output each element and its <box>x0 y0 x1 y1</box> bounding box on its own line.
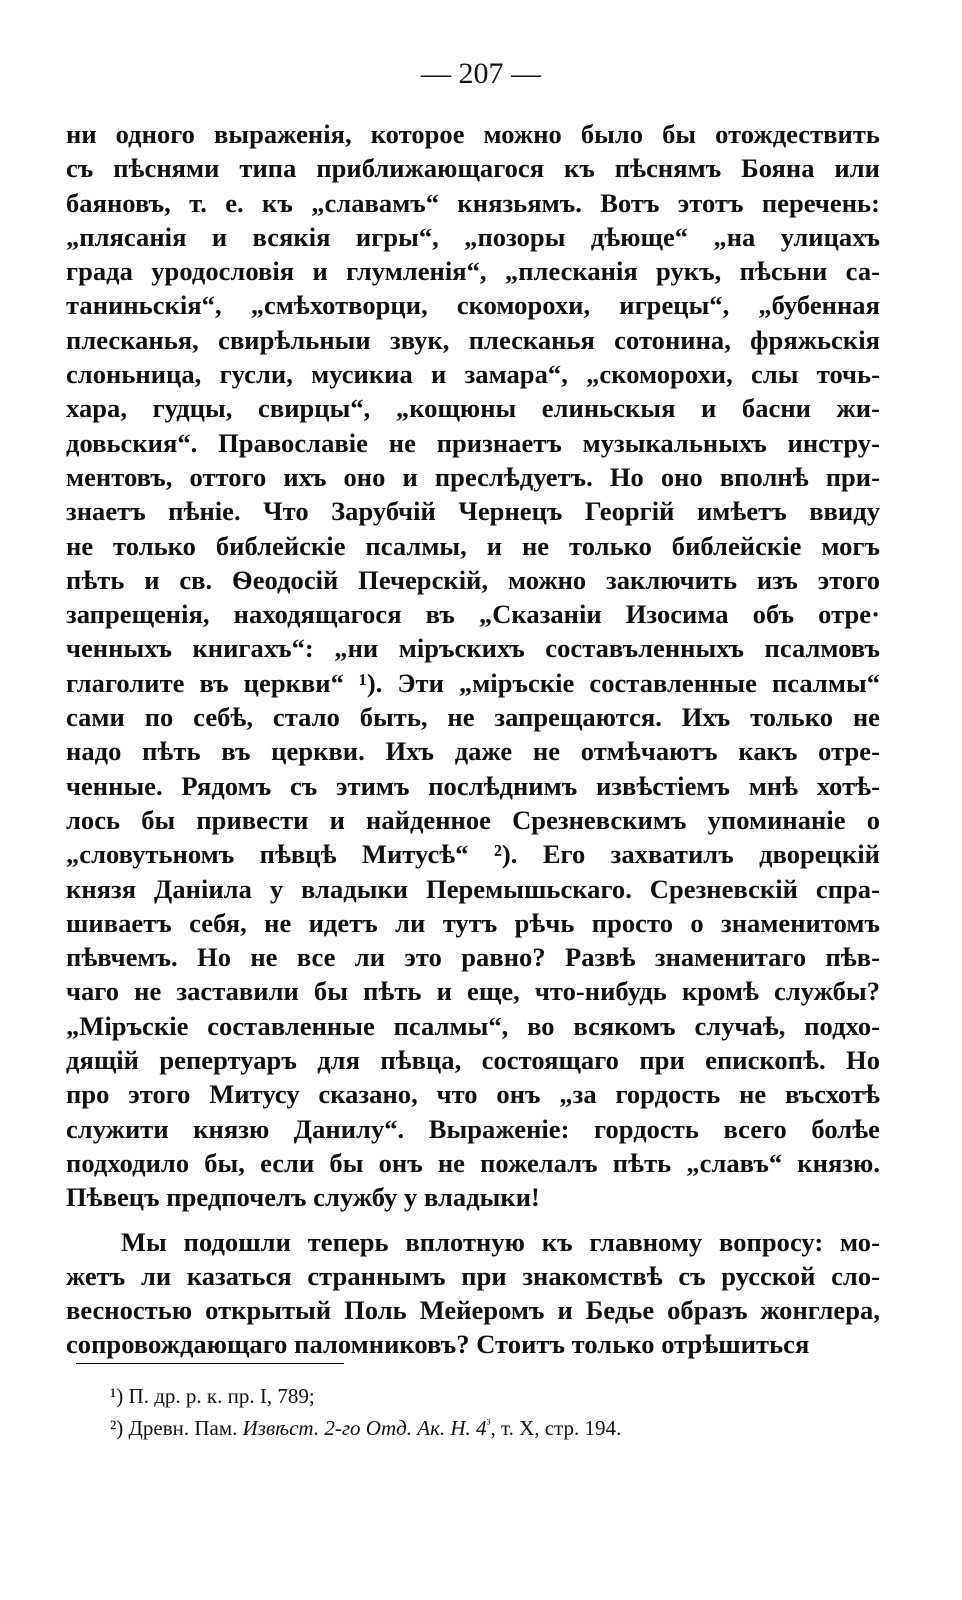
text-line: шиваетъ себя, не идетъ ли тутъ рѣчь просто о знаменитомъ <box>66 907 880 938</box>
footnote-2-text-before: Древн. Пам. <box>123 1416 243 1440</box>
text-line: ни одного выраженія, которое можно было бы отождествить <box>66 119 880 149</box>
text-line: запрещенія, находящагося въ „Сказаніи Изосима объ отре· <box>66 599 880 630</box>
text-line: града уродословія и глумленія“, „плесканія рукъ, пѣсьни са- <box>66 256 880 287</box>
text-line: съ пѣснями типа приближающагося къ пѣснямъ Бояна или <box>66 153 880 184</box>
paragraph-gap <box>66 1215 880 1225</box>
text-line: „словутьномъ пѣвцѣ Митусѣ“ ²). Его захватилъ дворецкій <box>66 839 880 870</box>
text-line: пѣвчемъ. Но не все ли это равно? Развѣ знаменитаго пѣв- <box>66 942 880 973</box>
text-line: про этого Митусу сказано, что онъ „за гордость не въсхотѣ <box>66 1079 880 1110</box>
footnote-2-marker: ²) <box>110 1416 124 1440</box>
text-line: не только библейскіе псалмы, и не только библейскіе могъ <box>66 530 880 561</box>
text-line: „Міръскіе составленные псалмы“, во всякомъ случаѣ, подхо- <box>66 1010 880 1041</box>
footnote-1-marker: ¹) <box>110 1384 124 1408</box>
footnote-2-superscript: ³ <box>486 1415 491 1431</box>
text-line: хара, гудцы, свирцы“, „кощюны елиньскыя и басни жи- <box>66 393 880 424</box>
text-line: пѣть и св. Ѳеодосій Печерскій, можно заключить изъ этого <box>66 564 880 595</box>
text-line: весностью открытый Поль Мейеромъ и Бедье образъ жонглера, <box>66 1295 880 1326</box>
footnote-2-italic-title: Извѣст. 2-го Отд. Ак. Н. 4 <box>242 1416 487 1440</box>
paragraph-1 <box>66 117 880 1215</box>
text-line: баяновъ, т. е. къ „славамъ“ князьямъ. Вотъ этотъ перечень: <box>66 187 880 218</box>
text-line: ченныхъ книгахъ“: „ни міръскихъ составъленныхъ псалмовъ <box>66 633 880 664</box>
footnote-divider <box>76 1363 344 1364</box>
text-line: таниньскія“, „смѣхотворци, скоморохи, игрецы“, „бубенная <box>66 290 880 321</box>
footnotes <box>110 1380 890 1444</box>
text-line: Пѣвецъ предпочелъ службу у владыки! <box>66 1182 540 1213</box>
footnote-2 <box>110 1412 890 1444</box>
text-line: надо пѣть въ церкви. Ихъ даже не отмѣчаютъ какъ отре- <box>66 736 880 767</box>
text-line: князя Даніила у владыки Перемышьскаго. Срезневскій спра- <box>66 873 880 904</box>
text-line: слоньница, гусли, мусикиа и замара“, „скоморохи, слы точь- <box>66 359 880 390</box>
text-line: знаетъ пѣніе. Что Зарубчій Чернецъ Георгій имѣетъ ввиду <box>66 496 880 527</box>
text-line: чаго не заставили бы пѣть и еще, что-нибудь кромѣ службы? <box>66 976 880 1007</box>
footnote-2-text-after: , т. X, стр. 194. <box>490 1416 622 1440</box>
text-line: „плясанія и всякія игры“, „позоры дѣюще“ „на улицахъ <box>66 221 880 252</box>
page-number: — 207 — <box>421 57 541 90</box>
text-line: ченные. Рядомъ съ этимъ послѣднимъ извѣстіемъ мнѣ хотѣ- <box>66 770 880 801</box>
paragraph-2 <box>66 1225 880 1362</box>
text-line: довьския“. Православіе не признаетъ музыкальныхъ инстру- <box>66 427 880 458</box>
text-line: сами по себѣ, стало быть, не запрещаются. Ихъ только не <box>66 702 880 733</box>
text-line: лось бы привести и найденное Срезневскимъ упоминаніе о <box>66 804 880 835</box>
text-line: плесканья, свирѣльныи звук, плесканья сотонина, фряжьскія <box>66 324 880 355</box>
text-line: глаголите въ церкви“ ¹). Эти „міръскіе составленные псалмы“ <box>66 667 880 698</box>
text-line: ментовъ, оттого ихъ оно и преслѣдуетъ. Но оно вполнѣ при- <box>66 461 880 492</box>
text-line: жетъ ли казаться страннымъ при знакомствѣ съ русской сло- <box>66 1260 880 1291</box>
text-line: дящій репертуаръ для пѣвца, состоящаго при епископѣ. Но <box>66 1045 880 1076</box>
text-line: Мы подошли теперь вплотную къ главному вопросу: мо- <box>121 1226 880 1257</box>
body-text <box>66 117 880 1362</box>
text-line: подходило бы, если бы онъ не пожелалъ пѣть „славъ“ князю. <box>66 1147 880 1178</box>
footnote-1 <box>110 1380 890 1412</box>
text-line: сопровождающаго паломниковъ? Стоитъ только отрѣшиться <box>66 1329 810 1360</box>
text-line: служити князю Данилу“. Выраженіе: гордость всего болѣе <box>66 1113 880 1144</box>
footnote-1-text: П. др. р. к. пр. I, 789; <box>123 1384 315 1408</box>
